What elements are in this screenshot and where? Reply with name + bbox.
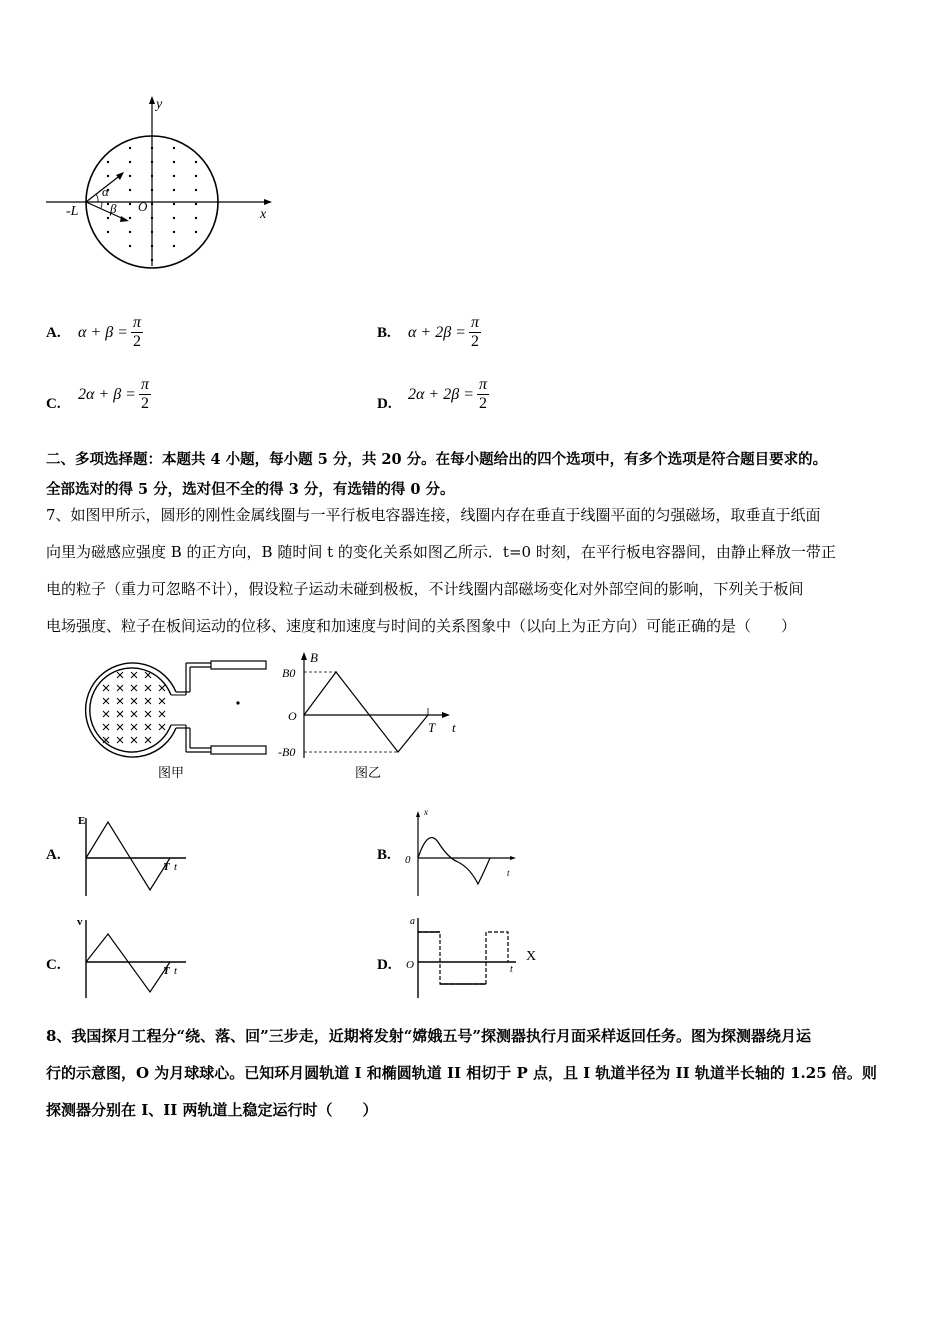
option-letter: D. <box>377 396 392 412</box>
field-dot <box>173 231 175 233</box>
q7-line-3: 电的粒子（重力可忽略不计），假设粒子运动未碰到极板，不计线圈内部磁场变化对外部空间的影响，下列关于板间 <box>46 580 804 598</box>
field-dot <box>151 147 153 149</box>
v-axis-label: v <box>77 916 83 928</box>
field-dot <box>173 161 175 163</box>
field-cross <box>103 724 109 730</box>
figure-yi-b-t-graph <box>278 648 478 763</box>
field-cross <box>159 685 165 691</box>
option-expression: α + 2β = <box>408 323 466 341</box>
b-axis-label: B <box>310 650 318 665</box>
field-dot <box>129 245 131 247</box>
field-dot <box>107 161 109 163</box>
field-dot <box>129 189 131 191</box>
field-cross <box>103 711 109 717</box>
field-dot <box>151 259 153 261</box>
field-dot <box>129 203 131 205</box>
field-cross <box>131 672 137 678</box>
q7-line-2: 向里为磁感应强度 B 的正方向，B 随时间 t 的变化关系如图乙所示．t=0 时刻，在平行板电容器间，由静止释放一带正 <box>46 543 836 561</box>
fraction-denominator: 2 <box>478 395 487 412</box>
field-cross <box>145 724 151 730</box>
field-dot <box>173 147 175 149</box>
field-dot <box>107 231 109 233</box>
option-b-x-t-graph <box>400 806 525 898</box>
section-2-line-2: 全部选对的得 5 分，选对但不全的得 3 分，有选错的得 0 分。 <box>46 481 455 498</box>
field-cross <box>145 672 151 678</box>
field-dot <box>129 217 131 219</box>
field-dot <box>151 175 153 177</box>
field-dot <box>173 175 175 177</box>
field-cross <box>103 685 109 691</box>
t-axis-label: t <box>174 861 178 873</box>
t-axis-label: t <box>174 965 178 977</box>
fraction-numerator: π <box>470 314 479 331</box>
field-dot <box>195 231 197 233</box>
field-cross <box>117 724 123 730</box>
period-label: T <box>163 861 170 873</box>
question-7-text <box>46 497 908 645</box>
option-c-v-t-graph <box>74 916 194 1000</box>
q7-line-4: 电场强度、粒子在板间运动的位移、速度和加速度与时间的关系图象中（以向上为正方向）可能正确的是（ ） <box>46 617 797 635</box>
q7-line-1: 7、如图甲所示，圆形的刚性金属线圈与一平行板电容器连接，线圈内存在垂直于线圈平面的匀强磁场，取垂直于纸面 <box>46 506 821 524</box>
field-dot <box>173 245 175 247</box>
t-axis-label: t <box>507 868 510 878</box>
t-axis-label: t <box>452 720 456 735</box>
option-d-a-t-graph <box>400 912 550 1000</box>
alpha-label: α <box>102 184 109 199</box>
magnetic-field-circle-figure <box>40 90 290 270</box>
option-letter: D. <box>377 957 392 973</box>
q8-line-1: 8、我国探月工程分“绕、落、回”三步走，近期将发射“嫦娥五号”探测器执行月面采样返回任务。图为探测器绕月运 <box>46 1027 811 1045</box>
y-axis-label: y <box>156 97 163 112</box>
option-letter: A. <box>46 325 61 341</box>
fraction-denominator: 2 <box>140 395 149 412</box>
field-dot <box>151 231 153 233</box>
period-label: T <box>428 720 436 735</box>
field-cross <box>131 698 137 704</box>
field-dot <box>195 175 197 177</box>
fraction-numerator: π <box>140 376 149 393</box>
option-letter: C. <box>46 396 61 412</box>
origin-label: O <box>288 709 297 723</box>
q8-line-3: 探测器分别在 I、II 两轨道上稳定运行时（ ） <box>46 1101 378 1119</box>
field-dot <box>107 175 109 177</box>
fraction-denominator: 2 <box>132 333 141 350</box>
neg-b0-label: -B0 <box>278 745 296 759</box>
fraction-denominator: 2 <box>470 333 479 350</box>
field-dot <box>151 245 153 247</box>
figure-yi-caption: 图乙 <box>355 766 382 781</box>
b0-label: B0 <box>282 666 296 680</box>
fraction-numerator: π <box>478 376 487 393</box>
field-dot <box>173 217 175 219</box>
field-cross <box>145 737 151 743</box>
option-expression: 2α + β = <box>78 385 136 403</box>
field-cross <box>131 737 137 743</box>
field-cross <box>117 711 123 717</box>
field-dot <box>195 203 197 205</box>
field-dot <box>129 231 131 233</box>
field-dot <box>107 217 109 219</box>
neg-L-label: -L <box>66 204 79 219</box>
field-cross <box>145 698 151 704</box>
figure-jia-caption: 图甲 <box>158 766 185 781</box>
field-dot <box>195 161 197 163</box>
fraction-numerator: π <box>132 314 141 331</box>
field-cross <box>159 711 165 717</box>
field-cross <box>159 698 165 704</box>
field-dot <box>107 203 109 205</box>
origin-label: 0 <box>405 854 411 866</box>
period-label: T <box>163 965 170 977</box>
t-axis-label: t <box>510 964 513 975</box>
field-cross <box>131 711 137 717</box>
field-dot <box>151 203 153 205</box>
origin-label: O <box>138 199 148 214</box>
section-2-line-1: 二、多项选择题：本题共 4 小题，每小题 5 分，共 20 分。在每小题给出的四个选项中，有多个选项是符合题目要求的。 <box>46 451 828 468</box>
x-axis-label: x <box>424 807 428 817</box>
section-2-heading <box>46 445 908 505</box>
field-dot <box>173 189 175 191</box>
field-cross <box>145 711 151 717</box>
option-a-e-t-graph <box>74 812 194 898</box>
field-cross <box>159 724 165 730</box>
field-cross <box>145 685 151 691</box>
field-dot <box>151 161 153 163</box>
a-axis-label: a <box>410 916 415 927</box>
field-dot <box>151 189 153 191</box>
option-expression: α + β = <box>78 323 128 341</box>
field-dot <box>195 189 197 191</box>
option-letter: A. <box>46 847 61 863</box>
option-letter: B. <box>377 325 391 341</box>
field-cross <box>131 685 137 691</box>
question-8-text <box>46 1018 908 1129</box>
field-dot <box>129 175 131 177</box>
option-expression: 2α + 2β = <box>408 385 474 403</box>
e-axis-label: E <box>78 815 86 827</box>
q8-line-2: 行的示意图，O 为月球球心。已知环月圆轨道 I 和椭圆轨道 II 相切于 P 点，且 I 轨道半径为 II 轨道半长轴的 1.25 倍。则 <box>46 1064 877 1082</box>
field-dot <box>151 217 153 219</box>
option-letter: C. <box>46 957 61 973</box>
field-cross <box>117 698 123 704</box>
x-axis-label: x <box>260 207 267 222</box>
field-cross <box>103 737 109 743</box>
field-cross <box>103 698 109 704</box>
field-cross <box>131 724 137 730</box>
field-dot <box>173 203 175 205</box>
origin-label: O <box>406 959 414 971</box>
field-cross <box>117 737 123 743</box>
option-letter: B. <box>377 847 391 863</box>
beta-label: β <box>110 201 117 216</box>
figure-jia-coil-capacitor <box>78 655 278 760</box>
field-dot <box>195 217 197 219</box>
field-cross <box>117 685 123 691</box>
field-dot <box>129 147 131 149</box>
field-cross <box>117 672 123 678</box>
field-dot <box>129 161 131 163</box>
handwritten-mark: X <box>526 949 537 964</box>
